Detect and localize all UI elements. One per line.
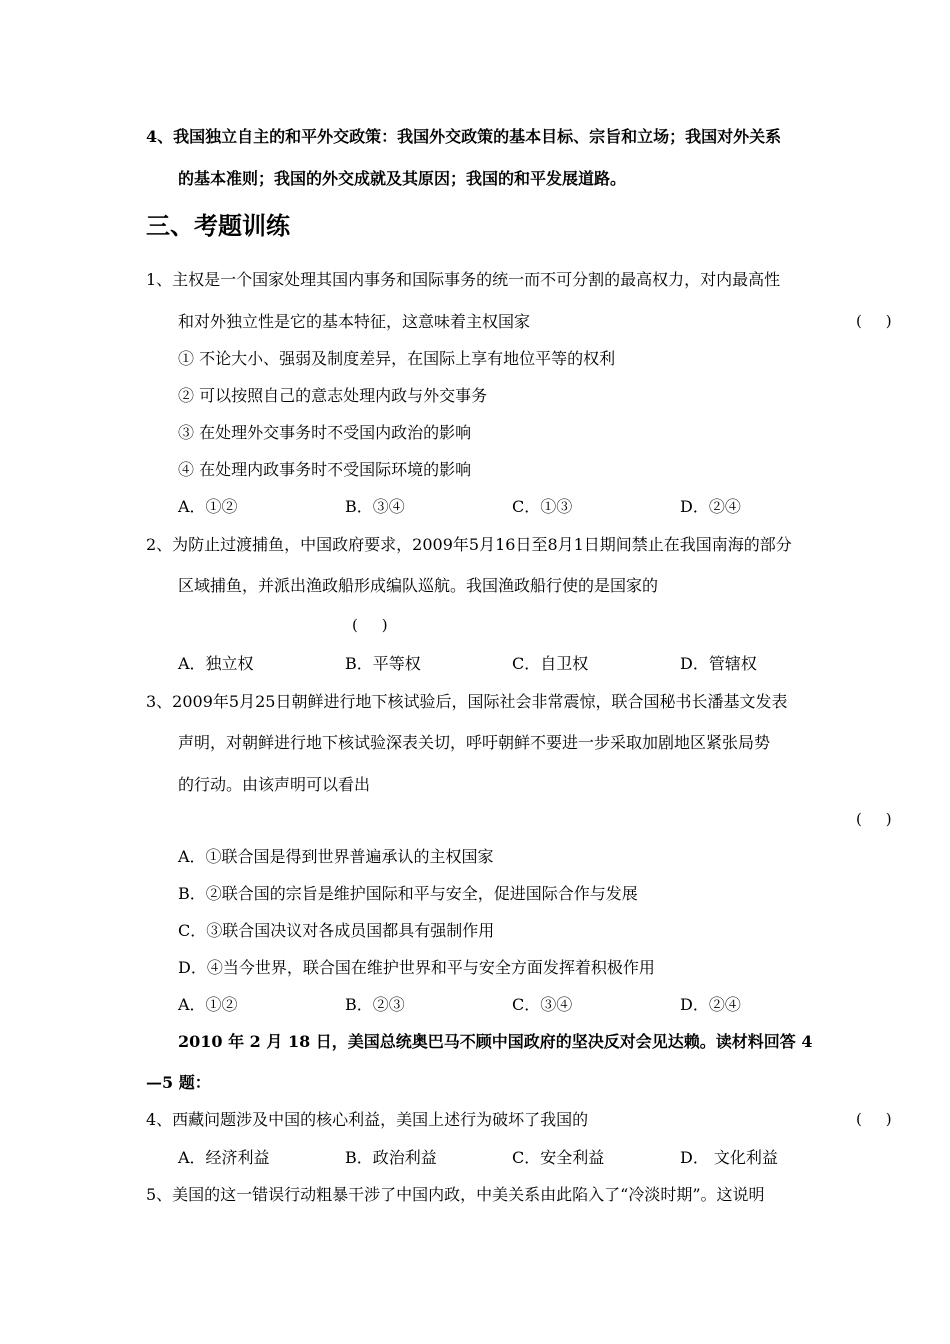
q2-option-a: A．独立权 [178, 654, 254, 673]
q3-line-2: 声明，对朝鲜进行地下核试验深表关切，呼吁朝鲜不要进一步采取加剧地区紧张局势 [178, 733, 771, 752]
q1-line-2: 和对外独立性是它的基本特征，这意味着主权国家 [178, 312, 531, 331]
material-line-2: —5 题： [146, 1073, 211, 1092]
q1-option-c: C．①③ [512, 497, 573, 516]
q1-answer-paren: ( ) [856, 312, 892, 330]
q2-option-d: D．管辖权 [680, 654, 757, 673]
q1-item-3: ③ 在处理外交事务时不受国内政治的影响 [178, 423, 472, 442]
q4-option-b: B．政治利益 [345, 1148, 437, 1167]
q5-line-1: 5、美国的这一错误行动粗暴干涉了中国内政，中美关系由此陷入了“冷淡时期”。这说明 [146, 1185, 765, 1204]
q4-line-1: 4、西藏问题涉及中国的核心利益，美国上述行为破坏了我国的 [146, 1110, 589, 1129]
q2-option-b: B．平等权 [345, 654, 421, 673]
q3-item-3: C．③联合国决议对各成员国都具有强制作用 [178, 921, 495, 940]
section-title: 三、考题训练 [146, 212, 290, 240]
q4-option-a: A．经济利益 [178, 1148, 270, 1167]
q1-option-b: B．③④ [345, 497, 405, 516]
q2-line-2: 区域捕鱼，并派出渔政船形成编队巡航。我国渔政船行使的是国家的 [178, 576, 659, 595]
intro-line-2: 的基本准则；我国的外交成就及其原因；我国的和平发展道路。 [178, 169, 627, 188]
q1-item-4: ④ 在处理内政事务时不受国际环境的影响 [178, 460, 472, 479]
q3-item-4: D．④当今世界，联合国在维护世界和平与安全方面发挥着积极作用 [178, 958, 655, 977]
q3-option-b: B．②③ [345, 995, 405, 1014]
intro-line-1: 4、我国独立自主的和平外交政策：我国外交政策的基本目标、宗旨和立场；我国对外关系 [146, 127, 782, 146]
q3-option-c: C．③④ [512, 995, 573, 1014]
q1-item-1: ① 不论大小、强弱及制度差异，在国际上享有地位平等的权利 [178, 349, 616, 368]
q3-option-a: A．①② [178, 995, 238, 1014]
q3-item-2: B．②联合国的宗旨是维护国际和平与安全，促进国际合作与发展 [178, 884, 638, 903]
q4-option-c: C．安全利益 [512, 1148, 605, 1167]
q1-option-a: A．①② [178, 497, 238, 516]
q3-item-1: A．①联合国是得到世界普遍承认的主权国家 [178, 847, 494, 866]
q4-option-d: D． 文化利益 [680, 1148, 778, 1167]
q3-line-1: 3、2009年5月25日朝鲜进行地下核试验后，国际社会非常震惊，联合国秘书长潘基文发表 [146, 692, 788, 711]
q3-answer-paren: ( ) [856, 810, 892, 828]
q1-line-1: 1、主权是一个国家处理其国内事务和国际事务的统一而不可分割的最高权力，对内最高性 [146, 270, 781, 289]
q1-option-d: D．②④ [680, 497, 741, 516]
q3-option-d: D．②④ [680, 995, 741, 1014]
q2-line-1: 2、为防止过渡捕鱼，中国政府要求，2009年5月16日至8月1日期间禁止在我国南海的部分 [146, 535, 792, 554]
q2-answer-paren: ( ) [352, 616, 388, 634]
material-line-1: 2010 年 2 月 18 日，美国总统奥巴马不顾中国政府的坚决反对会见达赖。读材料回答 4 [178, 1032, 813, 1051]
q2-option-c: C．自卫权 [512, 654, 589, 673]
q1-item-2: ② 可以按照自己的意志处理内政与外交事务 [178, 386, 488, 405]
q3-line-3: 的行动。由该声明可以看出 [178, 775, 371, 794]
q4-answer-paren: ( ) [856, 1110, 892, 1128]
